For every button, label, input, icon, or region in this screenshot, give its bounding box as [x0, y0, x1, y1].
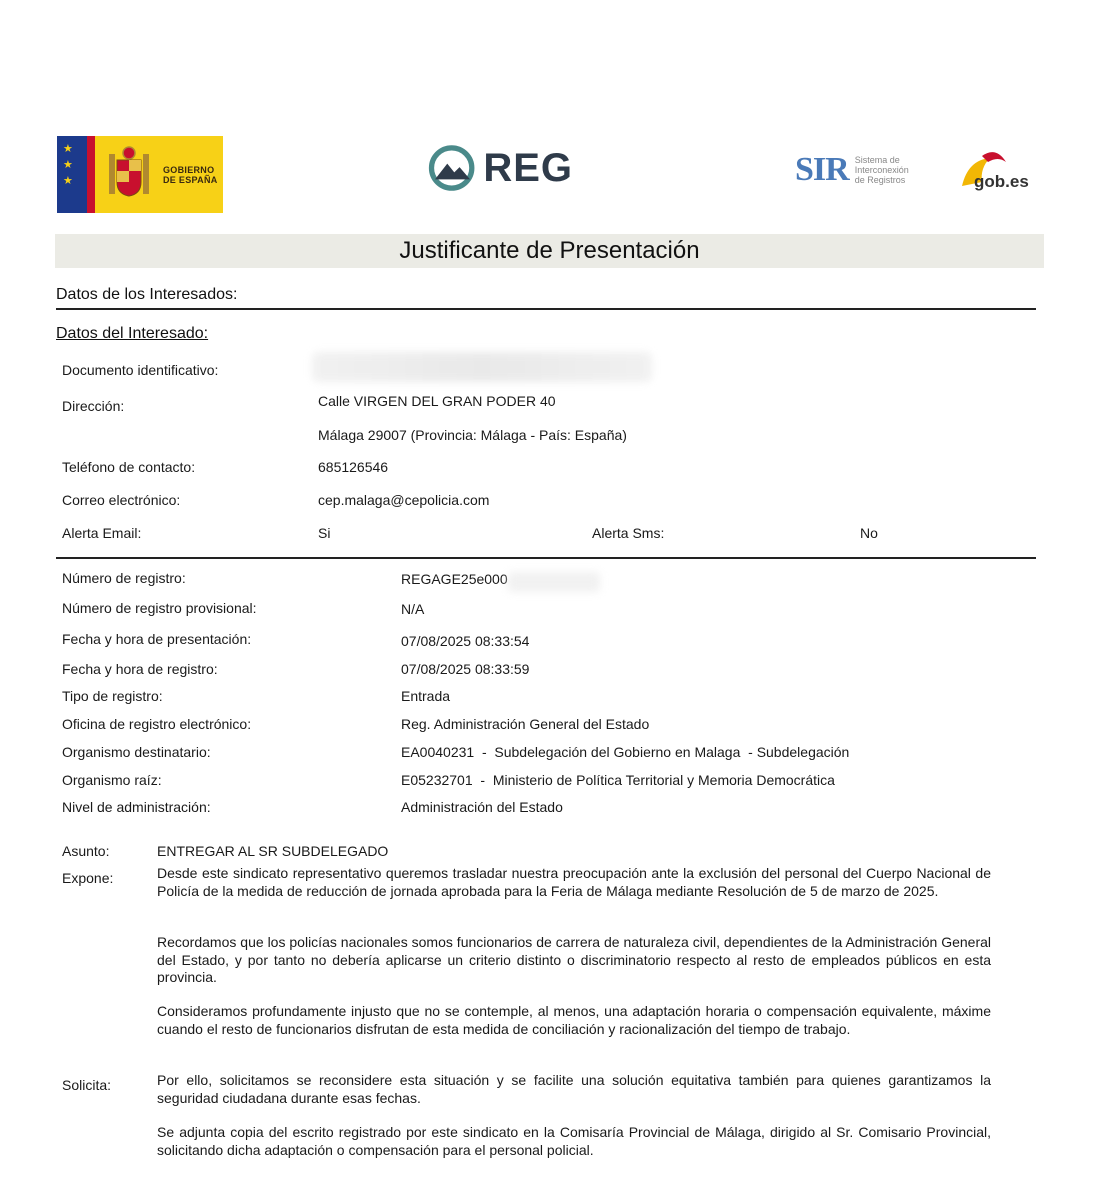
direccion-label: Dirección: [62, 398, 125, 414]
direccion-line2: Málaga 29007 (Provincia: Málaga - País: España) [318, 427, 627, 443]
title-bar [55, 234, 1044, 268]
numero-registro-label: Número de registro: [62, 570, 186, 586]
provisional-label: Número de registro provisional: [62, 600, 257, 616]
expone-paragraph: Consideramos profundamente injusto que no se contemple, al menos, una adaptación horaria o compensación equivalente, máxime cuando el resto de funcionarios disfrutan de esta medida de conciliación y racionalización del tiempo de trabajo. [157, 1003, 991, 1037]
oficina-value: Reg. Administración General del Estado [401, 716, 650, 732]
sir-logo-text: SIR [795, 151, 849, 188]
nivel-value: Administración del Estado [401, 799, 563, 815]
gob-es-logo [958, 146, 1038, 196]
tipo-registro-value: Entrada [401, 688, 451, 704]
correo-label: Correo electrónico: [62, 492, 181, 508]
section-interesado: Datos del Interesado: [56, 325, 209, 342]
solicita-label: Solicita: [62, 1077, 112, 1093]
solicita-paragraph: Por ello, solicitamos se reconsidere esta situación y se facilite una solución equitativa también para quienes garantizamos la seguridad ciudadana durante esas fechas. [157, 1072, 991, 1106]
expone-paragraph: Recordamos que los policías nacionales somos funcionarios de carrera de naturaleza civil, dependientes de la Administración General del Estado, y por tanto no debería aplicarse un criterio distinto o discriminatorio respecto al resto de empleados públicos en esta provincia. [157, 934, 991, 985]
section-interesados: Datos de los Interesados: [56, 286, 238, 303]
fecha-registro-label: Fecha y hora de registro: [62, 661, 218, 677]
alerta-sms-label: Alerta Sms: [592, 525, 665, 541]
fecha-presentacion-value: 07/08/2025 08:33:54 [401, 633, 530, 649]
divider [56, 557, 1036, 559]
gobierno-de-espana-logo: ★ ★ ★ GOBIERNO DE ESPAÑA [57, 136, 223, 213]
raiz-label: Organismo raíz: [62, 772, 162, 788]
reg-mountain-icon [428, 141, 475, 195]
tipo-registro-label: Tipo de registro: [62, 688, 163, 704]
telefono-value: 685126546 [318, 459, 389, 475]
nivel-label: Nivel de administración: [62, 799, 211, 815]
divider [56, 308, 1036, 310]
reg-logo [428, 140, 573, 196]
gobierno-logo-text: GOBIERNO DE ESPAÑA [163, 164, 218, 185]
page-title: Justificante de Presentación [399, 237, 700, 264]
fecha-presentacion-label: Fecha y hora de presentación: [62, 631, 252, 647]
asunto-label: Asunto: [62, 843, 110, 859]
raiz-value: E05232701 - Ministerio de Política Territorial y Memoria Democrática [401, 772, 835, 788]
alerta-sms-value: No [860, 525, 878, 541]
documento-label: Documento identificativo: [62, 362, 219, 378]
reg-logo-text: REG [483, 145, 573, 190]
fecha-registro-value: 07/08/2025 08:33:59 [401, 661, 530, 677]
alerta-email-label: Alerta Email: [62, 525, 142, 541]
destinatario-label: Organismo destinatario: [62, 744, 211, 760]
expone-label: Expone: [62, 870, 114, 886]
redacted-document-value [312, 352, 652, 382]
redacted-registro-suffix [508, 572, 600, 592]
coat-of-arms-icon [103, 144, 155, 206]
expone-paragraph: Desde este sindicato representativo queremos trasladar nuestra preocupación ante la exclusión del personal del Cuerpo Nacional de Policía de la medida de reducción de jornada aprobada para la Feria de Málaga mediante Resolución de 5 de marzo de 2025. [157, 865, 991, 899]
oficina-label: Oficina de registro electrónico: [62, 716, 252, 732]
destinatario-value: EA0040231 - Subdelegación del Gobierno en Malaga - Subdelegación [401, 744, 850, 760]
sir-logo-subtitle: Sistema de Interconexión de Registros [854, 155, 909, 185]
gob-es-logo-text: gob.es [974, 172, 1029, 191]
correo-value: cep.malaga@cepolicia.com [318, 492, 490, 508]
numero-registro-value: REGAGE25e000 [401, 571, 508, 587]
solicita-paragraph: Se adjunta copia del escrito registrado por este sindicato en la Comisaría Provincial de Málaga, dirigido al Sr. Comisario Provincial, solicitando dicha adaptación o compensación para el personal policial. [157, 1124, 991, 1158]
telefono-label: Teléfono de contacto: [62, 459, 196, 475]
direccion-line1: Calle VIRGEN DEL GRAN PODER 40 [318, 393, 556, 409]
asunto-value: ENTREGAR AL SR SUBDELEGADO [157, 843, 389, 859]
alerta-email-value: Si [318, 525, 331, 541]
provisional-value: N/A [401, 601, 425, 617]
sir-logo [795, 150, 915, 190]
